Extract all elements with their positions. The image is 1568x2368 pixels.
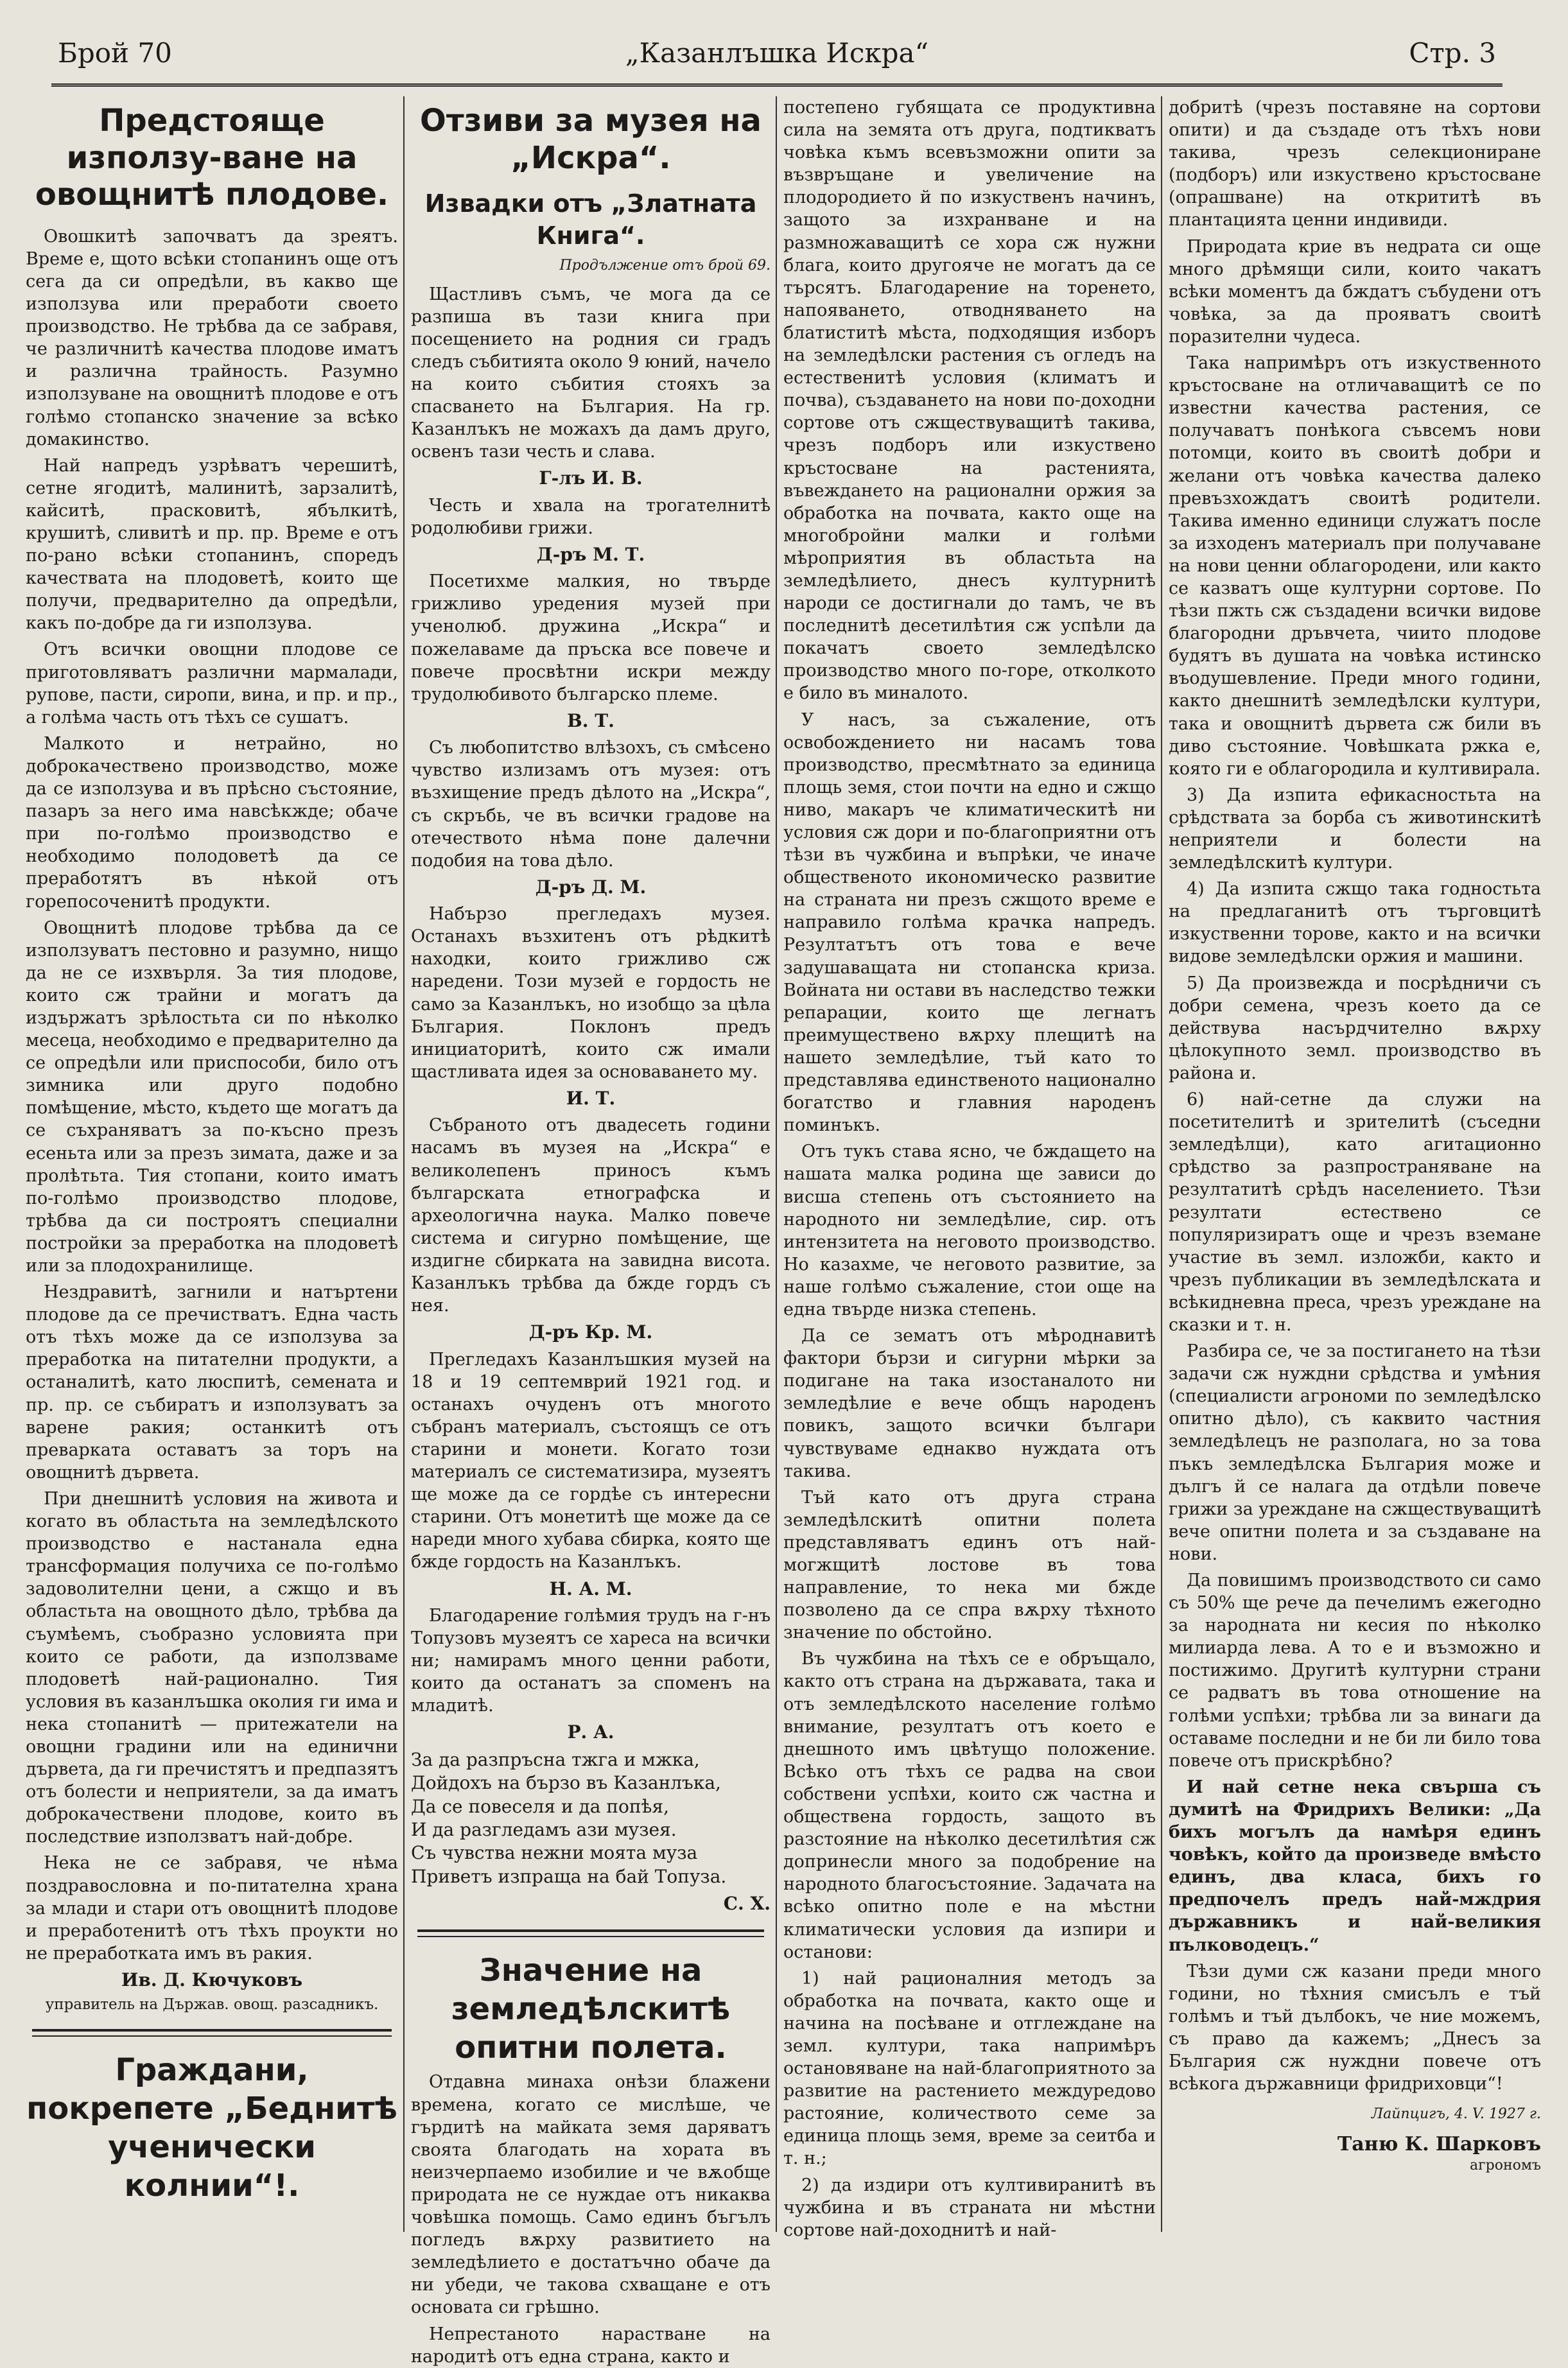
paragraph: 1) най рационалния методъ за обработка на почвата, както още и начина на посѣване и отглеждане на земл. култури, така напримѣръ остановяване на най-благоприятното за развитие на растението междуредово растояние, количеството семе за единица площь земя, време за сеитба и т. н.; [783, 1968, 1156, 2169]
paragraph: постепено губящата се продуктивна сила на земята отъ друга, подтикватъ човѣка къмъ всевъзможни опити за възвръщане и увеличение на плодородието й по изкуственъ начинъ, защото за изхранване и на размножаващитѣ се хора сж нужни блага, които другояче не могатъ да се търсятъ. Благодарение на торенето, напояването, отводняването на блатиститѣ мѣста, подходящия изборъ на земледѣлски растения съ огледъ на естественитѣ условия (климатъ и почва), създаването на нови по-доходни сортове отъ сжществуващитѣ такива, чрезъ подборъ или изкуствено кръстосване на растенията, въвеждането на рационални оржия за обработка на почвата, както още на многобройни малки и голѣми мѣроприятия въ областьта на земледѣлието, днесъ културнитѣ народи се достигнали до тамъ, че въ последнитѣ десетилѣтия сж успѣли да покачатъ своето земледѣлско производство много по-горе, отколкото е било въ миналото. [783, 98, 1156, 704]
signature: И. Т. [566, 1087, 616, 1109]
paragraph: Най напредъ узрѣватъ черешитѣ, сетне ягодитѣ, малинитѣ, зарзалитѣ, кайситѣ, прасковитѣ, ябълкитѣ, крушитѣ, сливитѣ и пр. пр. Време е отъ по-рано всѣки стопанинъ, споредъ качествата на плодоветѣ, които ще получи, предварително да опредѣли, какъ по-добре да ги използува. [26, 455, 398, 634]
signature: В. Т. [567, 710, 614, 731]
paragraph: Да повишимъ производството си само съ 50% ще рече да печелимъ ежегодно за народната ни кесия по нѣколко милиарда лева. А то е и възможно и постижимо. Другитѣ културни страни се радватъ въ това отношение на голѣми успѣхи; трѣбва ли за винаги да оставаме последни и не би ли било това повече отъ прискрѣбно? [1169, 1571, 1541, 1771]
issue-number: Брой 70 [58, 37, 172, 69]
paragraph: 2) да издири отъ култивиранитѣ въ чужбина и въ страната ни мѣстни сортове най-доходнитѣ и най- [783, 2175, 1156, 2240]
signature: Д-ръ Кр. М. [528, 1321, 653, 1343]
paragraph: Да се зематъ отъ мѣроднавитѣ фактори бързи и сигурни мѣрки за подигане на така изостаналото ни земледѣлие е вече общъ народенъ повикъ, защото всички българи чувствуваме еднакво нуждата отъ такива. [783, 1326, 1156, 1481]
paragraph: Разбира се, че за постигането на тѣзи задачи сж нуждни срѣдства и умѣния (специалисти агрономи по земледѣлско опитно дѣло), съ каквито частния земледѣлецъ не разполага, но за това пъкъ земледѣлска България може и дългъ й се налага да отдѣли повече грижи за уреждане на сжществуващитѣ вече опитни полета и за създаване на нови. [1169, 1341, 1541, 1564]
paragraph: Съ любопитство влѣзохъ, съ смѣсено чувство излизамъ отъ музея: отъ възхищение предъ дѣлото на „Искра“, съ скръбь, че въ всички градове на отечеството нѣма поне далечни подобия на това дѣло. [411, 738, 771, 871]
signature: Р. А. [567, 1721, 614, 1743]
poem [411, 1748, 771, 1888]
poem-line: Съ чувства нежни моята муза [411, 1842, 698, 1864]
paragraph: Нездравитѣ, загнили и натъртени плодове да се пречистватъ. Една часть отъ тѣхъ може да се използува за преработка на питателни продукти, а останалитѣ, като люспитѣ, семената и пр. пр. се събиратъ и използуватъ за варене ракия; останкитѣ отъ преварката оставатъ за торъ на овощнитѣ дървета. [26, 1282, 398, 1483]
paragraph: Тъй като отъ друга страна земледѣлскитѣ опитни полета представляватъ единъ отъ най-могжщитѣ лостове въ това направление, то нека ми бжде позволено да се спра вѫрху тѣхното значение по обстойно. [783, 1487, 1156, 1643]
signature: Д-ръ Д. М. [535, 876, 647, 898]
author-title: управитель на Държав. овощ. разсадникъ. [45, 1996, 379, 2014]
column-rule [1161, 96, 1162, 2232]
article-subtitle: Извадки отъ „Златната Книга“. [424, 189, 757, 250]
article-title: Предстояще използу-ване на овощнитѣ плодове. [35, 103, 389, 213]
paragraph: Така напримѣръ отъ изкуственното кръстосване на отличаващитѣ се по известни качества растения, се получаватъ понѣкога съвсемъ нови потомци, които въ своитѣ добри и желани отъ човѣка качества далеко превъзхождатъ своитѣ родители. Такива именно единици служатъ после за изходенъ материалъ при получаване на нови ценни облагородени, или както се казватъ още културни сортове. По тѣзи пжть сж създадени всички видове благородни дръвчета, чиито плодове будятъ въ душата на човѣка истинско въодушевление. Преди много години, както днешнитѣ земледѣлски култури, така и овощнитѣ дървета сж били въ диво състояние. Човѣшката ржка е, която ги е облагородила и култивирала. [1169, 353, 1541, 779]
paragraph: Тѣзи думи сж казани преди много години, но тѣхния смисълъ е тъй голѣмъ и тъй дълбокъ, че ние можемъ, съ право да кажемъ; „Днесъ за България сж нуждни повече отъ всѣкога държавници фридриховци“! [1169, 1961, 1541, 2094]
paragraph: 3) Да изпита ефикасностьта на срѣдствата за борба съ животинскитѣ неприятели и болести на земледѣлскитѣ култури. [1169, 785, 1541, 873]
paragraph: Овошкитѣ започватъ да зреятъ. Време е, щото всѣки стопанинъ още отъ сега да си опредѣли, въ какво ще използува или преработи своето производство. Не трѣбва да се забравя, че различнитѣ качества плодове иматъ и различна трайность. Разумно използуване на овощнитѣ плодове е отъ голѣмо стопанско значение за всѣко домакинство. [26, 226, 398, 449]
divider [32, 2029, 392, 2037]
paragraph: При днешнитѣ условия на живота и когато въ областьта на земледѣлското производство е настанала една трансформация получиха се по-голѣмо задоволителни цени, а сжщо и въ областьта на овощното дѣло, трѣбва да съумѣемъ, съобразно условията при които се работи, да използваме плодоветѣ най-рационално. Тия условия въ казанлъшка околия ги има и нека стопанитѣ — притежатели на овощни градини или на единични дървета, да ги пречистятъ и предпазятъ отъ болести и неприятели, за да иматъ доброкачествени плодове, които въ последствие използватъ най-добре. [26, 1488, 398, 1847]
paper-name: „Казанлъшка Искра“ [625, 37, 929, 69]
author-name: Ив. Д. Кючуковъ [121, 1969, 303, 1990]
paragraph: Честь и хвала на трогателнитѣ родолюбиви грижи. [411, 495, 771, 538]
paragraph: Прегледахъ Казанлъшкия музей на 18 и 19 септемврий 1921 год. и останахъ очуденъ отъ многото събранъ материалъ, състоящъ се отъ старини и монети. Когато този материалъ се систематизира, музеятъ ще може да се гордѣе съ интересни старини. Отъ монетитѣ ще може да се нареди много хубава сбирка, която ще бжде гордость на Казанлъкъ. [411, 1349, 771, 1572]
poem-line: И да разгледамъ ази музея. [411, 1818, 677, 1840]
paragraph: 6) най-сетне да служи на посетителитѣ и зрителитѣ (съседни земледѣлци), като агитационно срѣдство за разпространяване на резултатитѣ срѣдъ населението. Тѣзи резултати естествено се популяризиратъ още и чрезъ вземане участие въ земл. изложби, както и чрезъ публикации въ земледѣлската и всѣкидневна преса, чрезъ уреждане на сказки и т. н. [1169, 1090, 1541, 1335]
paragraph: Малкото и нетрайно, но доброкачествено производство, може да се използува и въ прѣсно състояние, пазаръ за него има навсѣкжде; обаче при по-голѣмо производство е необходимо полодоветѣ да се преработятъ въ нѣкой отъ горепосоченитѣ продукти. [26, 733, 398, 912]
paragraph: Въ чужбина на тѣхъ се е обръщало, както отъ страна на държавата, така и отъ земледѣлското население голѣмо внимание, резултатъ отъ което е днешното имъ цвѣтущо положение. Всѣко отъ тѣхъ се радва на свои собствени успѣхи, които сж частна и обществена гордость, защото въ разстояние на нѣколко десетилѣтия сж допринесли много за подобрение на народното благосъстояние. Задачата на всѣко опитно поле е на мѣстни климатически условия да изпири и останови: [783, 1649, 1156, 1962]
dateline: Лайпцигъ, 4. V. 1927 г. [1371, 2106, 1541, 2123]
masthead [51, 26, 1503, 87]
paragraph: Посетихме малкия, но твърде грижливо уредения музей при ученолюб. дружина „Искра“ и пожелаваме да пръска все повече и повече просвѣтни искри между трудолюбивото българско племе. [411, 571, 771, 704]
article-title: Отзиви за музея на „Искра“. [420, 103, 762, 176]
continuation-note: Продължение отъ брой 69. [559, 257, 771, 274]
paragraph: Природата крие въ недрата си още много дрѣмящи сили, които чакатъ всѣки моментъ да бждатъ събудени отъ човѣка, за да прояватъ своитѣ поразителни чудеса. [1169, 236, 1541, 347]
signature: Н. А. М. [549, 1578, 632, 1599]
appeal-heading: Граждани, покрепете „Беднитѣ ученически колнии“!. [26, 2052, 397, 2204]
poem-line: Приветъ изпраща на бай Топуза. [411, 1865, 727, 1887]
author-title: агрономъ [1470, 2157, 1541, 2173]
paragraph: добритѣ (чрезъ поставяне на сортови опити) и да създаде отъ тѣхъ нови такива, чрезъ селекциониране (подборъ) или изкуствено кръстосване (опрашване) на открититѣ въ плантацията ценни индивиди. [1169, 98, 1541, 231]
paragraph: 4) Да изпита сжщо така годностьта на предлаганитѣ отъ търговцитѣ изкуственни торове, както и на всички видове земледѣлски оржия и машини. [1169, 879, 1541, 967]
paragraph: 5) Да произвежда и посрѣдничи съ добри семена, чрезъ което да се действува насърдчително вѫрху цѣлокупното земл. производство въ района и. [1169, 973, 1541, 1083]
column-rule [403, 96, 405, 2232]
author-name: Таню К. Шарковъ [1337, 2132, 1541, 2155]
signature: Г-лъ И. В. [539, 467, 643, 489]
column-4 [1169, 96, 1541, 2232]
paragraph: Отдавна минаха онѣзи блажени времена, когато се мислѣше, че гърдитѣ на майката земя даряватъ своята благодать на хората въ неизчерпаемо изобилие и че вѫобще природата не се нуждае отъ никаква човѣшка помощь. Само единъ бъгълъ погледъ вѫрху развитието на земледѣлието е достатъчно обаче да ни убеди, че такова схващане е отъ основата си грѣшно. [411, 2072, 771, 2318]
paragraph: Отъ всички овощни плодове се приготовляватъ различни мармалади, рупове, пасти, сиропи, вина, и пр. и пр., а голѣма часть отъ тѣхъ се сушатъ. [26, 640, 398, 727]
column-rule [776, 96, 777, 2232]
divider [417, 1929, 764, 1937]
article-title: Значение на земледѣлскитѣ опитни полета. [451, 1953, 731, 2066]
paragraph: Отъ тукъ става ясно, че бждащето на нашата малка родина ще зависи до висша степень отъ състоянието на народното ни земледѣлие, сир. отъ интензитета на неговото производство. Но казахме, че неговото развитие, за наше голѣмо съжаление, стои още на една твърде низка степень. [783, 1142, 1156, 1319]
poem-line: Да се повеселя и да попѣя, [411, 1795, 669, 1817]
paragraph: Набързо прегледахъ музея. Останахъ възхитенъ отъ рѣдкитѣ находки, които грижливо сж наредени. Този музей е гордость не само за Казанлъкъ, но изобщо за цѣла България. Поклонъ предъ инициаторитѣ, които сж имали щастливата идея за основаването му. [411, 904, 771, 1082]
paragraph: Овощнитѣ плодове трѣбва да се използуватъ пестовно и разумно, нищо да не се изхвърля. За тия плодове, които сж трайни и могатъ да издържатъ зрѣлостьта си по нѣколко месеца, необходимо е предварително да се опредѣли или приспособи, било отъ зимника или друго подобно помѣщение, мѣсто, където ще могатъ да се съхраняватъ за по-късно презъ есеньта или за презъ зимата, даже и за пролѣтьта. Тия стопани, които иматъ по-голѣмо производство плодове, трѣбва да си построятъ специални постройки за преработка на плодоветѣ или за плодохранилище. [26, 918, 398, 1276]
paragraph: Нека не се забравя, че нѣма поздравословна и по-питателна храна за млади и стари отъ овощнитѣ плодове и преработенитѣ отъ тѣхъ проукти но не преработката имъ въ ракия. [26, 1853, 398, 1963]
signature: Д-ръ М. Т. [536, 543, 645, 565]
poem-line: Дойдохъ на бързо въ Казанлъка, [411, 1772, 721, 1794]
quote-paragraph: И най сетне нека свърша съ думитѣ на Фридрихъ Велики: „Да бихъ могълъ да намѣря единъ човѣкъ, който да произведе вмѣсто единъ, два класа, бихъ го предпочелъ предъ най-мждрия държавникъ и най-великия пълководецъ.“ [1169, 1777, 1541, 1955]
paragraph: Щастливъ съмъ, че мога да се разпиша въ тази книга при посещението на родния си градъ следъ събитията около 9 юний, начело на които събития стояхъ за спасването на България. На гр. Казанлъкъ не можахъ да дамъ друго, освенъ тази честь и слава. [411, 284, 771, 462]
column-1 [26, 96, 398, 2232]
poem-line: За да разпръсна тжга и мжка, [411, 1748, 700, 1770]
paragraph: У насъ, за съжаление, отъ освобождението ни насамъ това производство, пресмѣтнато за единица площь земя, стои почти на едно и сжщо ниво, макаръ че климатическитѣ ни условия сж дори и по-благоприятни отъ тѣзи въ чужбина и въпрѣки, че иначе общественото икономическо развитие на страната ни презъ сжщото време е направило голѣма крачка напредъ. Резултатътъ отъ това е вече задушаващата ни стопанска криза. Войната ни остави въ наследство тежки репарации, които ще легнатъ преимуществено вѫрху плещитѣ на нашето земледѣлие, тъй като то представлява единственото национално богатство и главния народенъ поминъкъ. [783, 710, 1156, 1136]
column-3 [783, 96, 1156, 2240]
paragraph: Събраното отъ двадесеть години насамъ въ музея на „Искра“ е великолепенъ приносъ къмъ българската етнографска и археологична наука. Малко повече система и сигурно помѣщение, ще издигне сбирката на завидна висота. Казанлъкъ трѣбва да бжде гордъ съ нея. [411, 1115, 771, 1316]
page-number: Стр. 3 [1409, 37, 1496, 69]
column-2 [411, 96, 771, 2367]
paragraph: Благодарение голѣмия трудъ на г-нъ Топузовъ музеятъ се хареса на всички ни; намирамъ много ценни работи, които да останатъ за споменъ на младитѣ. [411, 1605, 771, 1716]
signature: С. Х. [723, 1893, 771, 1915]
paragraph: Непрестаното нарастване на народитѣ отъ една страна, както и [411, 2324, 771, 2367]
